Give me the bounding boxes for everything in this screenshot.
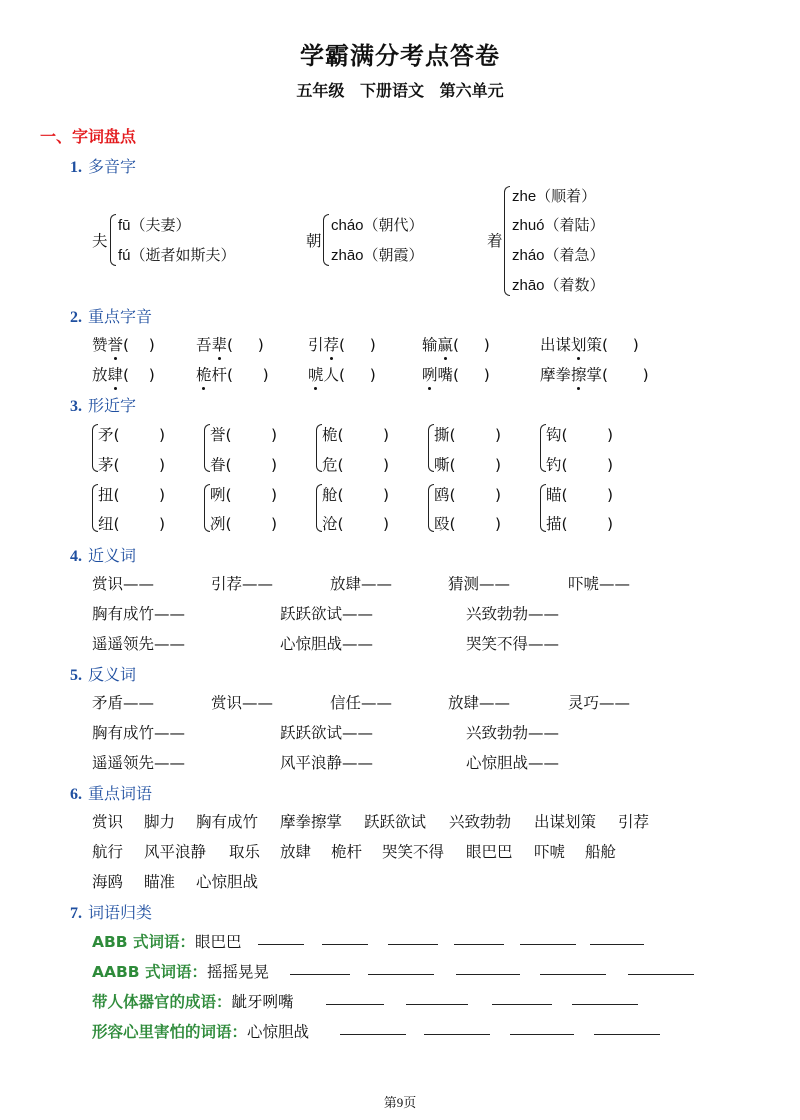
- polyphone-reading: zhāo（着数）: [512, 277, 605, 294]
- answer-blanks: [326, 990, 638, 1009]
- grade-label: 五年级: [296, 81, 345, 100]
- subheading-jinyi: [70, 543, 136, 566]
- antonym-item: 胸有成竹——: [92, 724, 186, 742]
- answer-blank[interactable]: [510, 1020, 574, 1035]
- category-label: 带人体器官的成语：: [92, 993, 232, 1011]
- subheading-text: 重点字音: [88, 307, 153, 326]
- subheading-text: 近义词: [88, 546, 137, 565]
- pronunciation-item: 摩拳擦掌( ): [540, 363, 649, 385]
- subheading-text: 形近字: [88, 396, 137, 415]
- pronunciation-item: 咧嘴( ): [422, 363, 490, 385]
- antonym-item: 放肆——: [448, 694, 511, 712]
- dotted-char: 唬: [308, 363, 324, 385]
- vocab-word: 船舱: [585, 843, 617, 861]
- vocab-word: 海鸥: [92, 873, 124, 891]
- subheading-text: 反义词: [88, 665, 137, 684]
- subheading-duoyin: [70, 154, 136, 177]
- subheading-fanyi: [70, 662, 136, 685]
- vocab-word: 跃跃欲试: [364, 813, 427, 831]
- synonym-item: 吓唬——: [568, 575, 631, 593]
- polyphone-reading: cháo（朝代）: [331, 217, 424, 234]
- subheading-number: 2.: [70, 309, 82, 326]
- answer-blank[interactable]: [492, 990, 552, 1005]
- subheading-text: 词语归类: [88, 903, 153, 922]
- pronunciation-item: 引荐( ): [308, 333, 376, 355]
- category-row: [92, 1020, 309, 1042]
- category-example: 摇摇晃晃: [207, 963, 270, 981]
- vocab-word: 风平浪静: [144, 843, 207, 861]
- pronunciation-item: 唬人( ): [308, 363, 376, 385]
- subheading-number: 3.: [70, 398, 82, 415]
- synonym-item: 引荐——: [211, 575, 274, 593]
- page-title: 学霸满分考点答卷: [300, 42, 500, 70]
- category-row: [92, 990, 294, 1012]
- book-label: 下册语文: [359, 81, 424, 100]
- synonym-item: 心惊胆战——: [280, 635, 374, 653]
- dotted-char: 擦: [571, 363, 587, 385]
- category-label: ABB 式词语：: [92, 933, 196, 951]
- similar-char: 危( ): [322, 456, 390, 474]
- similar-char: 殴( ): [434, 515, 502, 533]
- polyphone-reading: zhāo（朝霞）: [331, 247, 424, 264]
- category-label: AABB 式词语：: [92, 963, 208, 981]
- antonym-item: 兴致勃勃——: [466, 724, 560, 742]
- answer-blank[interactable]: [520, 930, 576, 945]
- pronunciation-item: 吾辈( ): [196, 333, 264, 355]
- vocab-word: 航行: [92, 843, 124, 861]
- vocab-word: 哭笑不得: [382, 843, 445, 861]
- polyphone-reading: zhuó（着陆）: [512, 217, 605, 234]
- synonym-item: 遥遥领先——: [92, 635, 186, 653]
- dotted-char: 桅: [196, 363, 212, 385]
- antonym-item: 心惊胆战——: [466, 754, 560, 772]
- dotted-char: 誉: [108, 333, 124, 355]
- category-row: [92, 960, 269, 982]
- synonym-item: 兴致勃勃——: [466, 605, 560, 623]
- unit-label: 第六单元: [439, 81, 504, 100]
- brace: [323, 214, 329, 266]
- answer-blanks: [290, 960, 694, 979]
- answer-blank[interactable]: [406, 990, 468, 1005]
- vocab-word: 引荐: [618, 813, 650, 831]
- answer-blank[interactable]: [424, 1020, 490, 1035]
- similar-char: 眷( ): [210, 456, 278, 474]
- antonym-item: 跃跃欲试——: [280, 724, 374, 742]
- subheading-number: 5.: [70, 667, 82, 684]
- similar-char: 咧( ): [210, 486, 278, 504]
- pronunciation-item: 放肆( ): [92, 363, 155, 385]
- antonym-item: 矛盾——: [92, 694, 155, 712]
- similar-char: 嘶( ): [434, 456, 502, 474]
- polyphone-char: 着: [487, 232, 503, 250]
- dotted-char: 辈: [212, 333, 228, 355]
- similar-char: 撕( ): [434, 426, 502, 444]
- vocab-word: 吓唬: [534, 843, 566, 861]
- vocab-word: 胸有成竹: [196, 813, 259, 831]
- vocab-word: 兴致勃勃: [449, 813, 512, 831]
- similar-char: 钓( ): [546, 456, 614, 474]
- subheading-text: 重点词语: [88, 784, 153, 803]
- vocab-word: 桅杆: [331, 843, 363, 861]
- answer-blank[interactable]: [454, 930, 504, 945]
- polyphone-char: 夫: [92, 232, 108, 250]
- synonym-item: 赏识——: [92, 575, 155, 593]
- antonym-item: 风平浪静——: [280, 754, 374, 772]
- dotted-char: 肆: [108, 363, 124, 385]
- section-heading: 一、字词盘点: [40, 127, 137, 146]
- similar-char: 描( ): [546, 515, 614, 533]
- answer-blank[interactable]: [340, 1020, 406, 1035]
- antonym-item: 灵巧——: [568, 694, 631, 712]
- subheading-ciyu: [70, 781, 152, 804]
- vocab-word: 出谋划策: [534, 813, 597, 831]
- dotted-char: 荐: [324, 333, 340, 355]
- dotted-char: 咧: [422, 363, 438, 385]
- pronunciation-item: 输赢( ): [422, 333, 490, 355]
- pronunciation-item: 赞誉( ): [92, 333, 155, 355]
- similar-char: 沧( ): [322, 515, 390, 533]
- vocab-word: 取乐: [229, 843, 261, 861]
- vocab-word: 赏识: [92, 813, 124, 831]
- answer-blank[interactable]: [368, 960, 434, 975]
- answer-blank[interactable]: [594, 1020, 660, 1035]
- similar-char: 桅( ): [322, 426, 390, 444]
- answer-blank[interactable]: [326, 990, 384, 1005]
- category-example: 眼巴巴: [195, 933, 242, 951]
- answer-blank[interactable]: [590, 930, 644, 945]
- vocab-word: 脚力: [144, 813, 176, 831]
- subheading-number: 7.: [70, 905, 82, 922]
- category-label: 形容心里害怕的词语：: [92, 1023, 248, 1041]
- answer-blank[interactable]: [456, 960, 520, 975]
- subheading-xingjin: [70, 393, 136, 416]
- answer-blank[interactable]: [290, 960, 350, 975]
- polyphone-reading: zháo（着急）: [512, 247, 605, 264]
- answer-blank[interactable]: [258, 930, 304, 945]
- antonym-item: 赏识——: [211, 694, 274, 712]
- subheading-text: 多音字: [88, 157, 137, 176]
- subheading-number: 4.: [70, 548, 82, 565]
- antonym-item: 信任——: [330, 694, 393, 712]
- similar-char: 钩( ): [546, 426, 614, 444]
- category-example: 龇牙咧嘴: [231, 993, 294, 1011]
- category-row: [92, 930, 242, 952]
- answer-blank[interactable]: [540, 960, 606, 975]
- polyphone-char: 朝: [306, 232, 322, 250]
- similar-char: 鸥( ): [434, 486, 502, 504]
- answer-blanks: [340, 1020, 660, 1039]
- answer-blank[interactable]: [572, 990, 638, 1005]
- pronunciation-item: 桅杆( ): [196, 363, 269, 385]
- dotted-char: 赢: [438, 333, 454, 355]
- synonym-item: 胸有成竹——: [92, 605, 186, 623]
- similar-char: 矛( ): [98, 426, 166, 444]
- subheading-guilei: [70, 900, 152, 923]
- similar-char: 舱( ): [322, 486, 390, 504]
- synonym-item: 放肆——: [330, 575, 393, 593]
- antonym-item: 遥遥领先——: [92, 754, 186, 772]
- polyphone-reading: fú（逝者如斯夫）: [118, 247, 236, 264]
- pronunciation-item: 出谋划策( ): [540, 333, 639, 355]
- synonym-item: 猜测——: [448, 575, 511, 593]
- vocab-word: 瞄准: [144, 873, 176, 891]
- answer-blank[interactable]: [388, 930, 438, 945]
- subheading-number: 6.: [70, 786, 82, 803]
- page-subtitle: [0, 78, 800, 101]
- brace: [110, 214, 116, 266]
- similar-char: 纽( ): [98, 515, 166, 533]
- subheading-number: 1.: [70, 159, 82, 176]
- similar-char: 扭( ): [98, 486, 166, 504]
- vocab-word: 摩拳擦掌: [280, 813, 343, 831]
- similar-char: 誉( ): [210, 426, 278, 444]
- answer-blanks: [258, 930, 644, 949]
- similar-char: 冽( ): [210, 515, 278, 533]
- answer-blank[interactable]: [628, 960, 694, 975]
- polyphone-reading: zhe（顺着）: [512, 188, 597, 205]
- subheading-zhongdian: [70, 304, 152, 327]
- answer-blank[interactable]: [322, 930, 368, 945]
- category-example: 心惊胆战: [247, 1023, 310, 1041]
- synonym-item: 跃跃欲试——: [280, 605, 374, 623]
- synonym-item: 哭笑不得——: [466, 635, 560, 653]
- polyphone-reading: fū（夫妻）: [118, 217, 191, 234]
- vocab-word: 放肆: [280, 843, 312, 861]
- similar-char: 茅( ): [98, 456, 166, 474]
- dotted-char: 划: [571, 333, 587, 355]
- page-number: 第9页: [383, 1095, 417, 1110]
- vocab-word: 眼巴巴: [466, 843, 513, 861]
- brace: [504, 186, 510, 296]
- vocab-word: 心惊胆战: [196, 873, 259, 891]
- similar-char: 瞄( ): [546, 486, 614, 504]
